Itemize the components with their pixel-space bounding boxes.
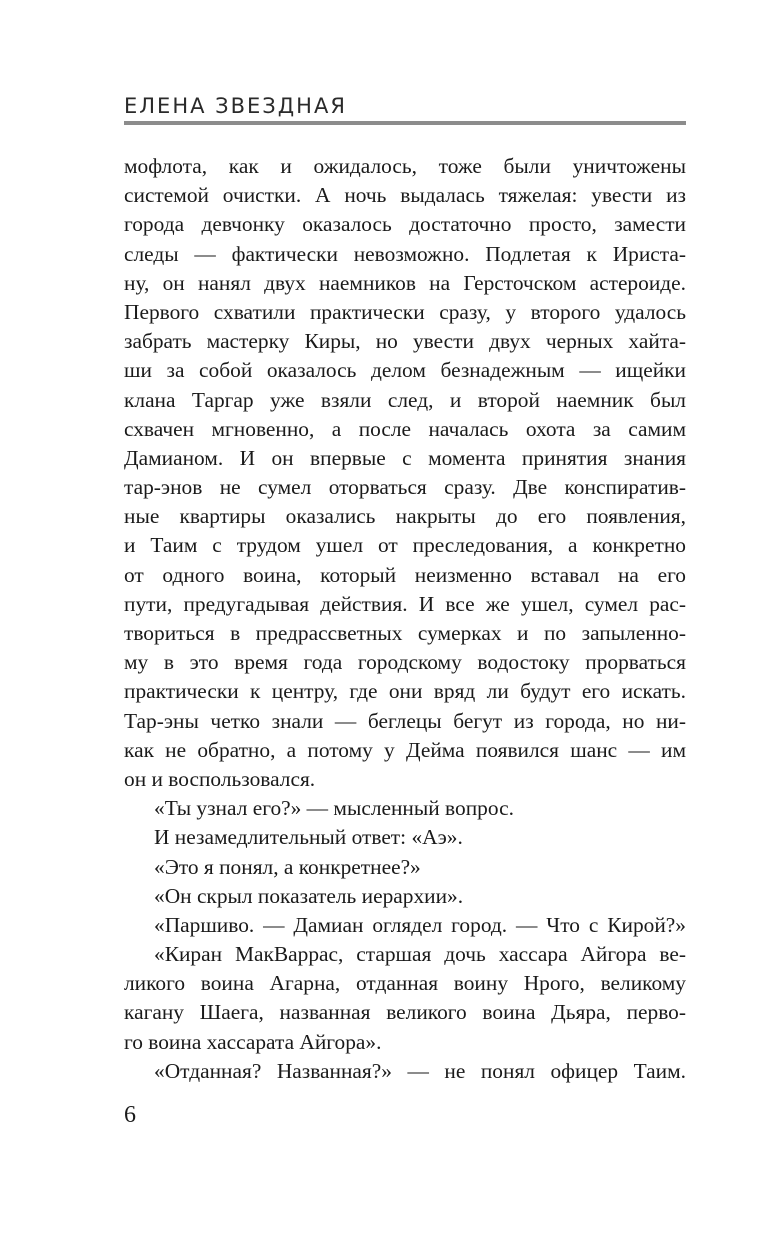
text-line: он и воспользовался. xyxy=(124,766,316,791)
text-line: забрать мастерку Киры, но увести двух черных хайта- xyxy=(124,329,686,354)
running-head-author: ЕЛЕНА ЗВЕЗДНАЯ xyxy=(124,94,347,118)
dialogue-line: «Ты узнал его?» — мысленный вопрос. xyxy=(154,796,514,821)
text-line: го воина хассарата Айгора». xyxy=(124,1029,382,1054)
dialogue-line: «Отданная? Названная?» — не понял офицер Таим. xyxy=(154,1058,686,1083)
text-line: Дамианом. И он впервые с момента принятия знания xyxy=(124,445,686,470)
text-line: Тар-эны четко знали — беглецы бегут из города, но ни- xyxy=(124,708,686,733)
text-line: от одного воина, который неизменно вставал на его xyxy=(124,562,686,587)
text-line: ши за собой оказалось делом безнадежным — ищейки xyxy=(124,358,686,383)
text-line: ну, он нанял двух наемников на Герсточском астероиде. xyxy=(124,270,686,295)
text-line: ные квартиры оказались накрыты до его появления, xyxy=(124,504,686,529)
text-line: му в это время года городскому водостоку прорваться xyxy=(124,650,686,675)
body-text xyxy=(124,152,686,1086)
text-line: ликого воина Агарна, отданная воину Нрого, великому xyxy=(124,971,686,996)
dialogue-line: «Это я понял, а конкретнее?» xyxy=(154,854,421,879)
text-line: схвачен мгновенно, а после началась охота за самим xyxy=(124,416,686,441)
text-line: тар-энов не сумел оторваться сразу. Две конспиратив- xyxy=(124,475,686,500)
text-line: твориться в предрассветных сумерках и по запыленно- xyxy=(124,621,686,645)
text-line: как не обратно, а потому у Дейма появился шанс — им xyxy=(124,737,686,762)
page-number: 6 xyxy=(124,1102,136,1128)
text-line: мофлота, как и ожидалось, тоже были уничтожены xyxy=(124,154,686,178)
dialogue-line: «Паршиво. — Дамиан оглядел город. — Что с Кирой?» xyxy=(154,912,686,937)
text-line: следы — фактически невозможно. Подлетая к Ириста- xyxy=(124,241,686,266)
text-line: города девчонку оказалось достаточно просто, замести xyxy=(124,212,686,237)
text-line: клана Таргар уже взяли след, и второй наемник был xyxy=(124,387,686,412)
text-line: Первого схватили практически сразу, у второго удалось xyxy=(124,299,686,324)
dialogue-line: «Он скрыл показатель иерархии». xyxy=(154,883,464,908)
text-line: кагану Шаега, названная великого воина Дьяра, перво- xyxy=(124,1000,686,1025)
text-line: пути, предугадывая действия. И все же ушел, сумел рас- xyxy=(124,591,686,616)
text-line: системой очистки. А ночь выдалась тяжелая: увести из xyxy=(124,183,686,208)
text-line: практически к центру, где они вряд ли будут его искать. xyxy=(124,679,686,704)
header-rule xyxy=(124,121,686,125)
dialogue-line: «Киран МакВаррас, старшая дочь хассара Айгора ве- xyxy=(154,942,686,967)
text-line: и Таим с трудом ушел от преследования, а конкретно xyxy=(124,533,686,558)
dialogue-line: И незамедлительный ответ: «Аэ». xyxy=(154,825,463,850)
